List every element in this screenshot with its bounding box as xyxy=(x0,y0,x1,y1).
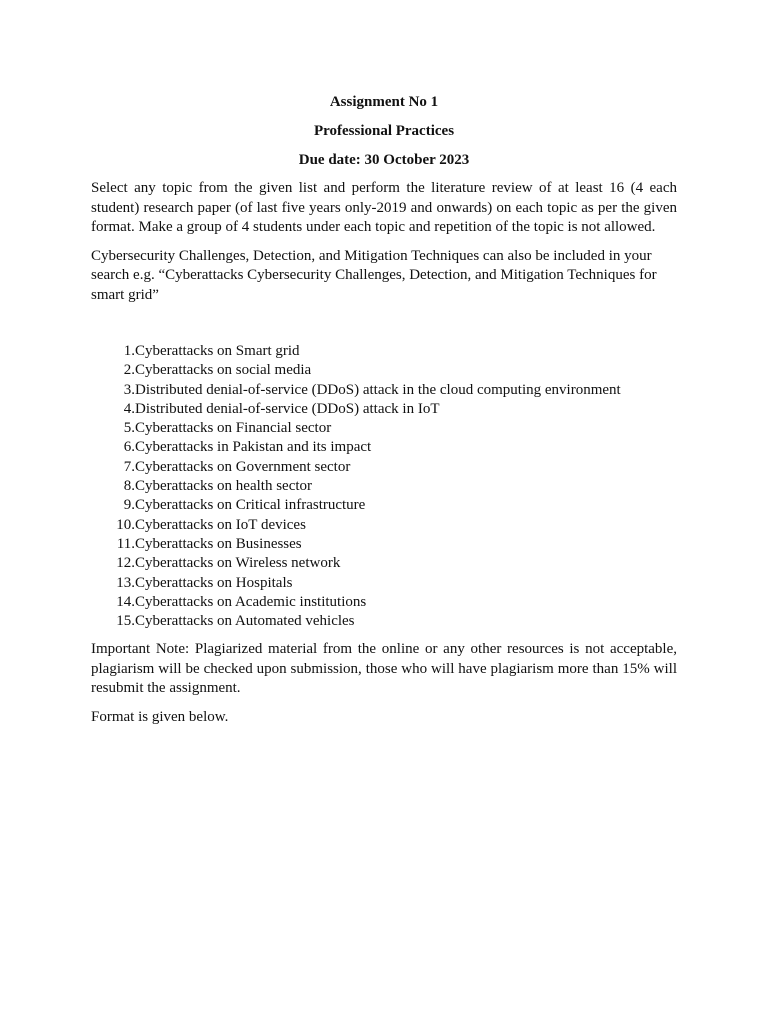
intro-paragraph: Select any topic from the given list and perform the literature review of at least 16 (4 each student) research paper (of last five years only-2019 and onwards) on each topic as per the given format. Make a group of 4 students under each topic and repetition of the topic is not allowed. xyxy=(91,180,677,235)
list-item-number: 10. xyxy=(116,516,135,533)
list-item-number: 5. xyxy=(123,420,135,437)
list-item xyxy=(91,496,677,515)
list-item-number: 8. xyxy=(123,478,135,495)
list-item-text: Cyberattacks on Smart grid xyxy=(135,343,300,359)
list-item-number: 11. xyxy=(116,535,135,552)
list-item-text: Cyberattacks on Hospitals xyxy=(135,574,293,591)
list-item-number: 3. xyxy=(123,381,135,398)
list-item-text: Cyberattacks on Critical infrastructure xyxy=(135,497,366,514)
list-item-number: 14. xyxy=(116,593,135,610)
list-item xyxy=(91,419,677,438)
list-item-text: Distributed denial-of-service (DDoS) attack in the cloud computing environment xyxy=(135,381,621,398)
list-item xyxy=(91,458,677,477)
important-note-paragraph: Important Note: Plagiarized material from the online or any other resources is not acceptable, plagiarism will be checked upon submission, those who will have plagiarism more than 15% will resubmit the assignment. xyxy=(91,641,677,697)
list-item-number: 6. xyxy=(123,439,135,456)
list-item-text: Cyberattacks on Government sector xyxy=(135,458,351,475)
list-item-text: Cyberattacks on Wireless network xyxy=(135,555,341,572)
list-item-text: Cyberattacks on IoT devices xyxy=(135,516,306,533)
list-item-text: Cyberattacks on Automated vehicles xyxy=(135,613,355,630)
due-date: Due date: 30 October 2023 xyxy=(298,152,470,168)
course-title: Professional Practices xyxy=(313,123,455,139)
list-item-number: 2. xyxy=(123,362,135,379)
list-item-number: 9. xyxy=(123,497,135,514)
list-item xyxy=(91,477,677,496)
list-item xyxy=(91,400,677,419)
list-item xyxy=(91,438,677,457)
list-item-text: Cyberattacks on health sector xyxy=(135,478,313,495)
list-item xyxy=(91,342,677,361)
topic-list xyxy=(91,342,677,631)
list-item xyxy=(91,574,677,593)
list-item-number: 13. xyxy=(116,574,135,591)
list-item-number: 7. xyxy=(123,458,135,475)
list-item-text: Cyberattacks on Financial sector xyxy=(135,420,332,437)
list-item-text: Distributed denial-of-service (DDoS) attack in IoT xyxy=(135,400,440,417)
list-item-text: Cyberattacks on social media xyxy=(135,362,312,379)
list-item-number: 12. xyxy=(116,555,135,572)
list-item-text: Cyberattacks on Businesses xyxy=(135,535,302,552)
list-item xyxy=(91,612,677,631)
list-item-number: 4. xyxy=(123,400,135,417)
list-item xyxy=(91,535,677,554)
list-item xyxy=(91,593,677,612)
list-item xyxy=(91,381,677,400)
search-note-paragraph: Cybersecurity Challenges, Detection, and Mitigation Techniques can also be included in your search e.g. “Cyberattacks Cybersecurity Challenges, Detection, and Mitigation Techniques for smart grid” xyxy=(91,247,657,303)
list-item-text: Cyberattacks in Pakistan and its impact xyxy=(135,439,372,456)
list-item xyxy=(91,361,677,380)
list-item-text: Cyberattacks on Academic institutions xyxy=(135,593,367,610)
assignment-title: Assignment No 1 xyxy=(329,94,439,110)
document-page xyxy=(91,92,677,736)
list-item-number: 15. xyxy=(116,613,135,630)
list-item-number: 1. xyxy=(123,343,135,359)
list-item xyxy=(91,516,677,535)
list-item xyxy=(91,554,677,573)
format-note: Format is given below. xyxy=(91,708,229,725)
